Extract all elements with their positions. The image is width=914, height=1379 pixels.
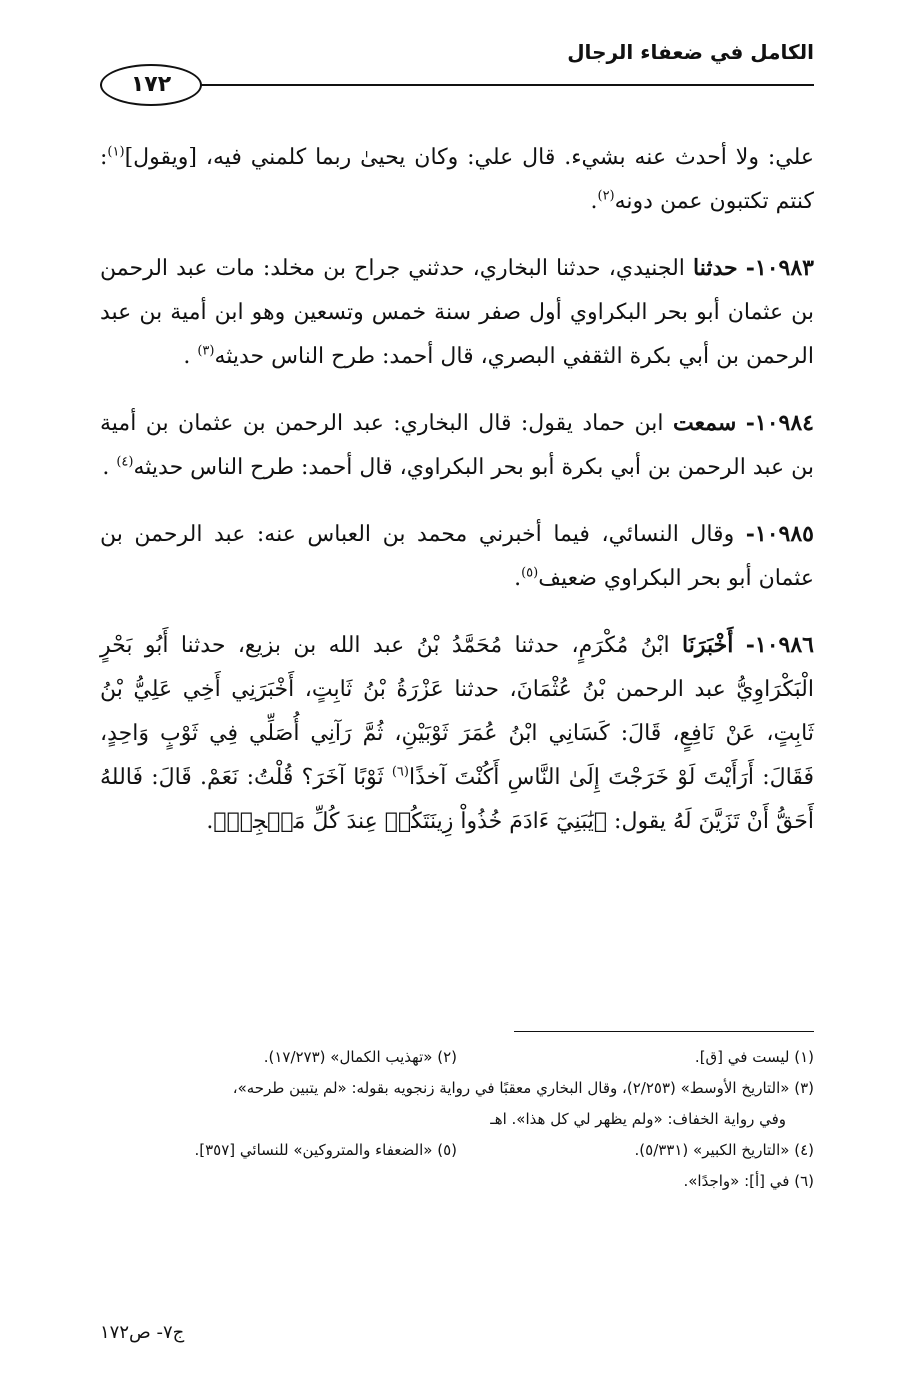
narration-number: ١٠٩٨٦- [745,632,814,658]
narration-text: ابن حماد يقول: قال البخاري: عبد الرحمن بن عثمان بن أمية بن عبد الرحمن بن أبي بكرة أبو بحر البكراوي، قال أحمد: طرح الناس حديثه [100,411,814,480]
footnote-ref: (٣) [197,343,215,359]
footnote-ref: (١) [107,144,125,160]
footnote-2: (٢) «تهذيب الكمال» (١٧/٢٧٣). [263,1048,457,1066]
footnote-ref: (٤) [116,454,134,470]
narration-text: ابْنُ مُكْرَمٍ، حدثنا مُحَمَّدُ بْنُ عبد الله بن بزيع، حدثنا أَبُو بَحْرٍ الْبَكْرَاوِيُّ عبد الرحمن بْنُ عُثْمَانَ، حدثنا عَزْرَةُ بْنُ ثَابِتٍ، أَخْبَرَنِي أَخِي عَلِيُّ بْنُ ثَابِتٍ، عَنْ نَافِعٍ، قَالَ: كَسَانِي ابْنُ عُمَرَ ثَوْبَيْنِ، ثُمَّ رَآنِي أُصَلِّي فِي ثَوْبٍ وَاحِدٍ، فَقَالَ: أَرَأَيْتَ لَوْ خَرَجْتَ إِلَىٰ النَّاسِ أَكُنْتَ آخذًا [100,633,814,790]
text-line: علي: ولا أحدث عنه بشيء. قال علي: وكان يحيىٰ ربما كلمني فيه، [205,145,814,170]
page-number-badge: ١٧٢ [100,64,202,106]
narration-text: الجنيدي، حدثنا البخاري، حدثني جراح بن مخلد: مات عبد الرحمن بن عثمان أبو بحر البكراوي أول صفر سنة خمس وتسعين وهو ابن أمية بن عبد الرحمن بن أبي بكرة الثقفي البصري، قال أحمد: طرح الناس حديثه [100,256,814,369]
narration-keyword: أَخْبَرَنَا [682,632,734,658]
paragraph-10983 [100,246,814,379]
paragraph-continuation [100,136,814,224]
narration-text: وقال النسائي، فيما أخبرني محمد بن العباس عنه: عبد الرحمن بن عثمان أبو بحر البكراوي ضعيف [100,522,814,591]
narration-number: ١٠٩٨٣- [745,255,814,281]
footnote-6: (٦) في [أ]: «واجدًا». [683,1172,814,1190]
text-segment: [ويقول] [124,145,197,170]
text-segment: : كنتم تكتبون عمن دونه [100,145,814,214]
text-segment: . [590,189,598,214]
header-rule [100,84,814,86]
footnote-ref: (٦) [391,764,409,780]
narration-text: ثَوْبًا آخَرَ؟ قُلْتُ: نَعَمْ. قَالَ: فَاللهُ أَحَقُّ أَنْ تَزَيَّنَ لَهُ يقول: ﴿يَٰبَنِيٓ ءَادَمَ خُذُواْ زِينَتَكُمۡ عِندَ كُلِّ مَسۡجِدٖ﴾. [100,765,814,834]
footnote-row [100,1135,814,1166]
narration-number: ١٠٩٨٥- [745,521,814,547]
narration-keyword: سمعت [672,410,737,436]
footnote-3: (٣) «التاريخ الأوسط» (٢/٢٥٣)، وقال البخاري معقبًا في رواية زنجويه بقوله: «لم يتبين طرحه»، [232,1079,814,1097]
footnote-1: (١) ليست في [ق]. [694,1048,814,1066]
footnote-ref: (٢) [597,188,615,204]
footnote-4: (٤) «التاريخ الكبير» (٥/٣٣١). [634,1141,814,1159]
footnote-5: (٥) «الضعفاء والمتروكين» للنسائي [٣٥٧]. [194,1141,457,1159]
narration-number: ١٠٩٨٤- [745,410,814,436]
volume-page-reference: ج٧- ص١٧٢ [100,1322,185,1343]
text-segment: . [102,455,110,480]
narration-keyword: حدثنا [693,255,738,281]
running-title: الكامل في ضعفاء الرجال [567,40,814,64]
text-segment: . [183,344,191,369]
main-text [100,136,814,866]
footnotes [100,1042,814,1197]
paragraph-10986 [100,623,814,844]
paragraph-10984 [100,401,814,490]
text-segment: . [514,566,522,591]
paragraph-10985 [100,512,814,601]
footnote-ref: (٥) [521,565,539,581]
footnote-row [100,1042,814,1073]
footnote-3-continuation: وفي رواية الخفاف: «ولم يظهر لي كل هذا». اهـ [490,1110,786,1128]
footnote-separator [514,1031,814,1032]
